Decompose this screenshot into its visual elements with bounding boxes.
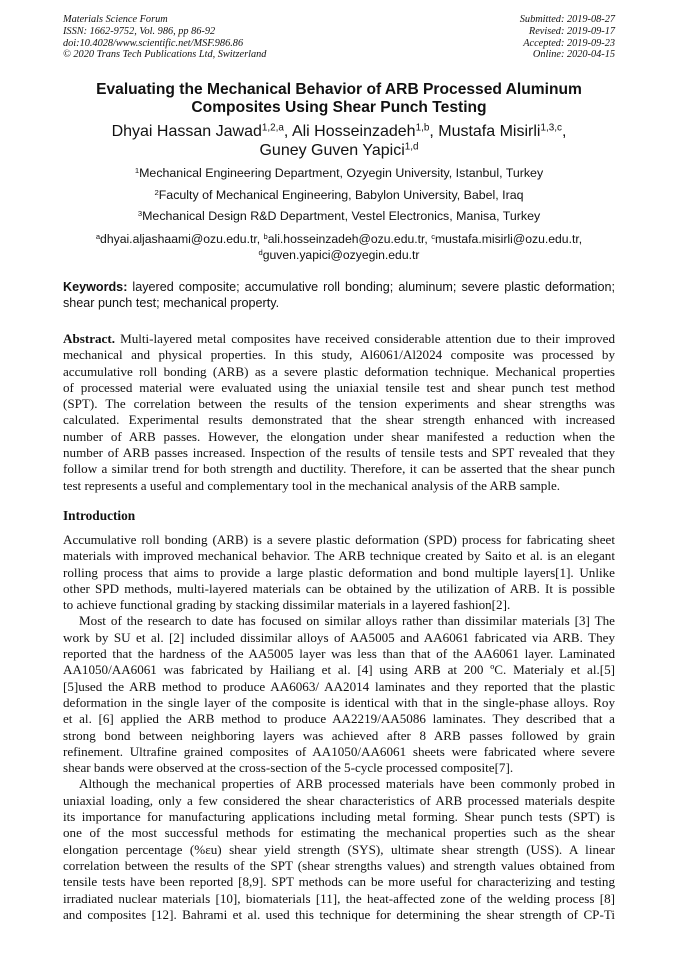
paragraph-line: strong bond between neighboring layers was achieved after 8 ARB passes followed by grain (63, 727, 615, 743)
accepted-date: Accepted: 2019-09-23 (523, 37, 615, 49)
journal-name: Materials Science Forum (63, 14, 168, 25)
aff-sup: 1 (134, 165, 140, 175)
paragraph-line: and composites [12]. Bahrami et al. used this technique for determining the shear strength of CP-Ti (63, 906, 615, 922)
copyright: © 2020 Trans Tech Publications Ltd, Switzerland (63, 49, 267, 61)
abstract-label: Abstract. (63, 331, 115, 346)
author-list (0, 123, 678, 160)
paragraph-line: AA1050/AA6061 was fabricated by Hailiang et al. [4] using ARB at 200 ºC. Materialy et al.[5] (63, 662, 615, 678)
paragraph-line: materials with improved mechanical behavior. The ARB technique created by Saito et al. is an elegant (63, 548, 615, 564)
paragraph-line: uniaxial loading, only a few considered the shear characteristics of ARB processed materials despite (63, 792, 615, 808)
author-name: Dhyai Hassan Jawad (111, 123, 262, 140)
email-sup: d (258, 247, 263, 257)
author-sup: 1,b (415, 122, 430, 134)
email: dhyai.aljashaami@ozu.edu.tr, (100, 232, 264, 246)
paragraph-line: elongation percentage (%εu) shear yield strength (SYS), ultimate shear strength (USS). A linear (63, 841, 615, 857)
author-sup: 1,2,a (261, 122, 284, 134)
paragraph-line: Most of the research to date has focused on similar alloys rather than dissimilar materials [3] The (79, 613, 615, 629)
paragraph-line: correlation between the results of the SPT (shear strengths values) and strength values obtained from (63, 857, 615, 873)
title-line: Evaluating the Mechanical Behavior of ARB Processed Aluminum (96, 81, 582, 98)
paragraph-line: Although the mechanical properties of ARB processed materials have been commonly probed in (79, 776, 615, 792)
abstract-text: Multi-layered metal composites have received considerable attention due to their improved (115, 331, 615, 346)
paragraph-line: reported that the hardness of the AA5005 layer was less than that of the AA6061 layer. Laminated (63, 646, 615, 662)
email-sup: b (263, 231, 268, 241)
abstract-line: (SPT). The correlation between the results of the tension experiments and shear strengths was (63, 396, 615, 412)
introduction-body (63, 532, 615, 923)
abstract-line: accumulative roll bonding (ARB) as a severe plastic deformation technique. Mechanical properties (63, 363, 615, 379)
author-sep: , (561, 123, 567, 140)
dates-info (520, 14, 615, 61)
paragraph-line: tensile tests have been reported [8,9]. SPT methods can be more useful for characterizing and testing (63, 874, 615, 890)
paragraph-line: et al. [6] applied the ARB method to produce AA2219/AA5086 laminates. They described that a (63, 711, 615, 727)
author-name: Ali Hosseinzadeh (291, 123, 416, 140)
paragraph-line: work by SU et al. [2] included dissimilar alloys of AA5005 and AA6061 fabricated via ARB. They (63, 629, 615, 645)
paragraph-line: other SPD methods, multi-layered materials can be obtained by the utilization of ARB. It is possible (63, 580, 615, 596)
email: ali.hosseinzadeh@ozu.edu.tr, (267, 232, 432, 246)
paragraph-line: shear bands were observed at the cross-section of the 5-cycle processed composite[7]. (63, 760, 514, 776)
paragraph-line: Accumulative roll bonding (ARB) is a severe plastic deformation (SPD) process for fabricating sheet (63, 532, 615, 547)
abstract-line: follow a similar trend for both strength and ductility. Therefore, it can be asserted that the shear punch (63, 461, 615, 477)
online-date: Online: 2020-04-15 (532, 49, 615, 61)
aff-text: Mechanical Engineering Department, Ozyegin University, Istanbul, Turkey (139, 166, 544, 180)
paragraph-line: rolling process that aims to provide a large plastic deformation and bond multiple layers[1]. Unlike (63, 564, 615, 580)
email: mustafa.misirli@ozu.edu.tr, (434, 232, 583, 246)
abstract-line: number of ARB passes. However, the elongation under shear manifested a reduction when the (63, 428, 615, 444)
paragraph-line: irradiated nuclear materials [10], biomaterials [11], the heat-affected zone of the welding process [8] (63, 890, 615, 906)
abstract-line: calculated. Experimental results demonstrated that the shear strength enhanced with increased (63, 412, 615, 428)
section-heading-introduction: Introduction (63, 508, 136, 523)
affiliation (0, 209, 678, 223)
abstract-line: of processed material were evaluated using the uniaxial tensile test and shear punch test method (63, 379, 615, 395)
email-list (0, 231, 678, 263)
paragraph-line: to achieve functional grading by stacking dissimilar materials in a layered fashion[2]. (63, 597, 511, 613)
keywords-text: shear punch test; mechanical property. (63, 296, 280, 310)
abstract-line: mechanical and physical properties. In this study, Al6061/Al2024 composite was processed by (63, 347, 615, 363)
author-sup: 1,d (404, 141, 419, 153)
author-sup: 1,3,c (540, 122, 562, 134)
issn-volume: ISSN: 1662-9752, Vol. 986, pp 86-92 (63, 25, 216, 37)
journal-info (63, 14, 266, 61)
author-sep: , (283, 123, 292, 140)
aff-sup: 3 (137, 208, 143, 218)
paragraph-line: its importance for manufacturing applications including metal forming. Shear punch tests (SPT) is (63, 809, 615, 825)
author-name: Guney Guven Yapici (259, 141, 405, 159)
affiliation (0, 188, 678, 202)
affiliation (0, 166, 678, 180)
email-sup: c (431, 231, 435, 241)
aff-sup: 2 (154, 187, 159, 197)
paragraph-line: deformation in the single layer of the composite is identical with that in the single-phase alloys. Roy (63, 694, 615, 710)
author-sep: , (429, 123, 439, 140)
paragraph-line: refinement. Ultrafine grained composites of AA1050/AA6061 sheets were fabricated where severe (63, 743, 615, 759)
keywords-text: layered composite; accumulative roll bonding; aluminum; severe plastic deformation; (127, 280, 615, 294)
doi: doi:10.4028/www.scientific.net/MSF.986.86 (63, 37, 244, 49)
email: guven.yapici@ozyegin.edu.tr (262, 248, 420, 262)
abstract-line: number of ARB passes increased. Inspection of the results of tensile tests and SPT revealed that they (63, 445, 615, 461)
author-name: Mustafa Misirli (438, 123, 541, 140)
paragraph-line: one of the most successful methods for estimating the mechanical properties such as the shear (63, 825, 615, 841)
keywords-label: Keywords: (63, 280, 128, 294)
submitted-date: Submitted: 2019-08-27 (519, 14, 615, 25)
abstract (63, 331, 615, 494)
paragraph-line: [5]used the ARB method to produce AA6063/ AA2014 laminates and they reported that the plastic (63, 678, 615, 694)
abstract-line (63, 331, 615, 347)
aff-text: Mechanical Design R&D Department, Vestel Electronics, Manisa, Turkey (142, 209, 541, 223)
email-sup: a (95, 231, 101, 241)
revised-date: Revised: 2019-09-17 (528, 25, 615, 37)
title-line: Composites Using Shear Punch Testing (191, 99, 487, 116)
keywords (63, 279, 615, 311)
abstract-line: test represents a useful and complementary tool in the mechanical analysis of the ARB sample. (63, 477, 561, 493)
paper-title (0, 81, 678, 117)
aff-text: Faculty of Mechanical Engineering, Babylon University, Babel, Iraq (158, 188, 524, 202)
